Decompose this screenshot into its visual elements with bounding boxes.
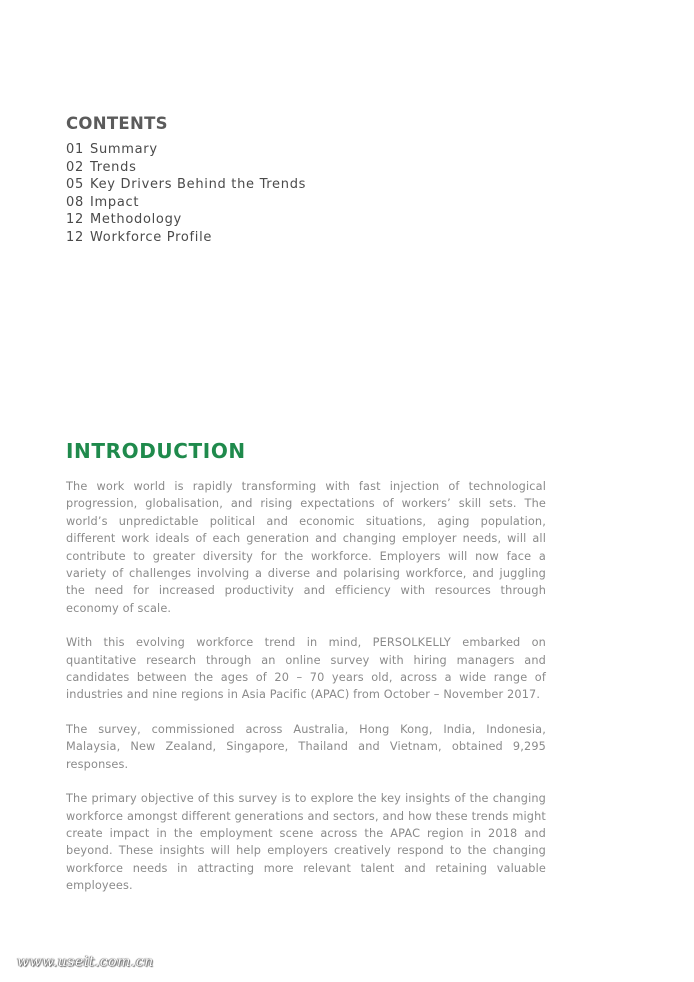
toc-item-trends[interactable] (66, 159, 546, 177)
contents-section (66, 113, 546, 247)
introduction-paragraph: The survey, commissioned across Australia, Hong Kong, India, Indonesia, Malaysia, New Zealand, Singapore, Thailand and Vietnam, obtained 9,295 responses. (66, 722, 546, 771)
toc-page-number: 05 (66, 177, 84, 193)
toc-page-number: 12 (66, 229, 84, 245)
toc-item-impact[interactable] (66, 194, 546, 212)
toc-page-number: 01 (66, 142, 84, 157)
toc-item-methodology[interactable] (66, 211, 546, 229)
toc-label: Impact (90, 194, 140, 210)
toc-label: Workforce Profile (90, 229, 213, 245)
toc-item-workforce-profile[interactable] (66, 229, 546, 247)
toc-page-number: 12 (66, 212, 84, 228)
toc-item-summary[interactable] (66, 141, 546, 159)
toc-label: Trends (90, 159, 137, 175)
introduction-paragraph: With this evolving workforce trend in mind, PERSOLKELLY embarked on quantitative research through an online survey with hiring managers and candidates between the ages of 20 – 70 years old, across a wide range of industries and nine regions in Asia Pacific (APAC) from October – November 2017. (66, 636, 546, 702)
toc-page-number: 08 (66, 194, 84, 210)
table-of-contents (66, 141, 546, 247)
introduction-title: INTRODUCTION (66, 439, 246, 463)
introduction-paragraph: The primary objective of this survey is to explore the key insights of the changing workforce amongst different generations and sectors, and how these trends might create impact in the employment scene across the APAC region in 2018 and beyond. These insights will help employers creatively respond to the changing workforce needs in attracting more relevant talent and retaining valuable employees. (66, 792, 546, 893)
toc-item-key-drivers[interactable] (66, 176, 546, 194)
introduction-section (66, 438, 546, 912)
introduction-paragraph: The work world is rapidly transforming with fast injection of technological progression, globalisation, and rising expectations of workers’ skill sets. The world’s unpredictable political and economic situations, aging population, different work ideals of each generation and changing employer needs, will all contribute to greater diversity for the workforce. Employers will now face a variety of challenges involving a diverse and polarising workforce, and juggling the need for increased productivity and efficiency with resources through economy of scale. (66, 480, 546, 615)
contents-title: CONTENTS (66, 114, 168, 133)
toc-label: Key Drivers Behind the Trends (90, 177, 307, 193)
toc-page-number: 02 (66, 159, 84, 175)
toc-label: Summary (90, 142, 158, 157)
toc-label: Methodology (90, 212, 182, 228)
watermark: www.useit.com.cn (17, 954, 154, 970)
